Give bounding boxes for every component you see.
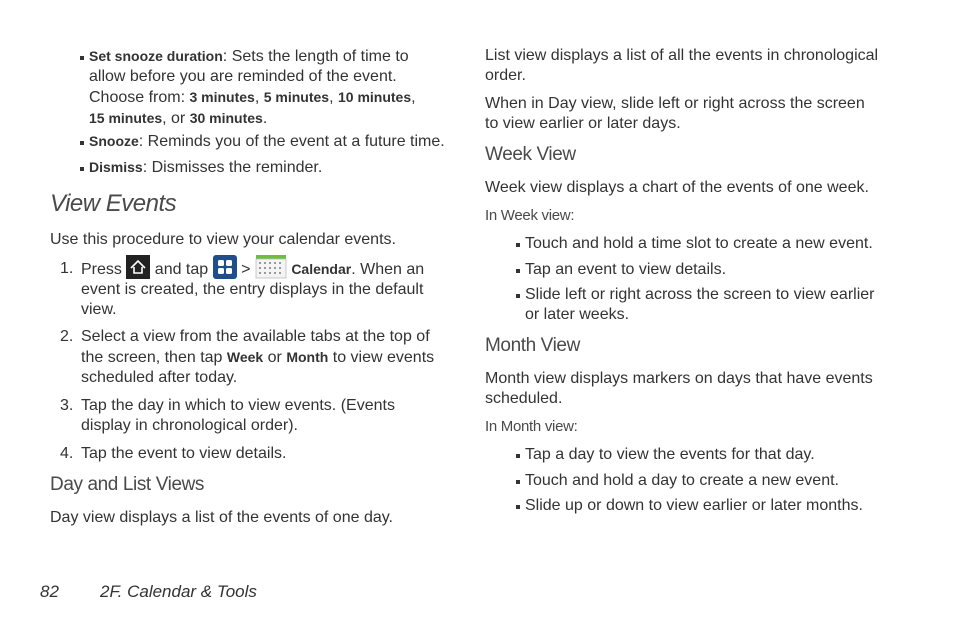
section-heading: View Events — [50, 190, 177, 217]
intro-text: Use this procedure to view your calendar events. — [50, 231, 396, 248]
bullet-marker — [80, 141, 84, 145]
day-view-slide-text: When in Day view, slide left or right across the screen to view earlier or later days. — [485, 95, 865, 132]
step-1: Press and tap > Calendar. When an event is created, the entry displays in the default view. — [81, 259, 471, 320]
calendar-icon — [255, 253, 287, 279]
month-bullet: Slide up or down to view earlier or later months. — [525, 497, 863, 514]
bullet-dismiss: Dismiss: Dismisses the reminder. — [89, 159, 323, 176]
month-bullet: Tap a day to view the events for that day. — [525, 446, 815, 463]
step-number: 1. — [60, 260, 74, 277]
bullet-snooze: Snooze: Reminds you of the event at a future time. — [89, 133, 445, 150]
week-view-heading: Week View — [485, 144, 576, 165]
month-view-heading: Month View — [485, 335, 580, 356]
month-bullet: Touch and hold a day to create a new event. — [525, 472, 839, 489]
week-bullet: Touch and hold a time slot to create a new event. — [525, 235, 873, 252]
week-bullet: Tap an event to view details. — [525, 261, 727, 278]
list-view-text: List view displays a list of all the events in chronological order. — [485, 47, 879, 84]
bullet-marker — [516, 294, 520, 298]
apps-icon — [213, 255, 237, 279]
subheading-day-list: Day and List Views — [50, 474, 205, 495]
week-view-subheading: In Week view: — [485, 207, 575, 224]
step-number: 4. — [60, 445, 74, 462]
home-icon — [126, 255, 150, 279]
week-bullet: Slide left or right across the screen to view earlier or later weeks. — [525, 286, 875, 323]
step-number: 3. — [60, 397, 74, 414]
bullet-marker — [516, 243, 520, 247]
month-view-text: Month view displays markers on days that have events scheduled. — [485, 370, 873, 407]
day-view-text: Day view displays a list of the events of one day. — [50, 509, 393, 526]
bullet-marker — [516, 480, 520, 484]
bullet-set-snooze: Set snooze duration: Sets the length of time to allow before you are reminded of the event. Choose from: 3 minutes, 5 minutes, 10 minutes, 15 minutes, or 30 minutes. — [89, 48, 416, 127]
step-number: 2. — [60, 328, 74, 345]
bullet-marker — [80, 56, 84, 60]
step-2: Select a view from the available tabs at the top of the screen, then tap Week or Month to view events scheduled after today. — [81, 328, 435, 386]
bullet-marker — [516, 505, 520, 509]
page-number: 82 — [40, 582, 59, 601]
week-view-text: Week view displays a chart of the events of one week. — [485, 179, 869, 196]
step-4: Tap the event to view details. — [81, 445, 287, 462]
bullet-marker — [80, 167, 84, 171]
bullet-marker — [516, 454, 520, 458]
footer-section: 2F. Calendar & Tools — [100, 582, 257, 601]
step-3: Tap the day in which to view events. (Events display in chronological order). — [81, 397, 395, 434]
bullet-marker — [516, 269, 520, 273]
month-view-subheading: In Month view: — [485, 418, 578, 435]
